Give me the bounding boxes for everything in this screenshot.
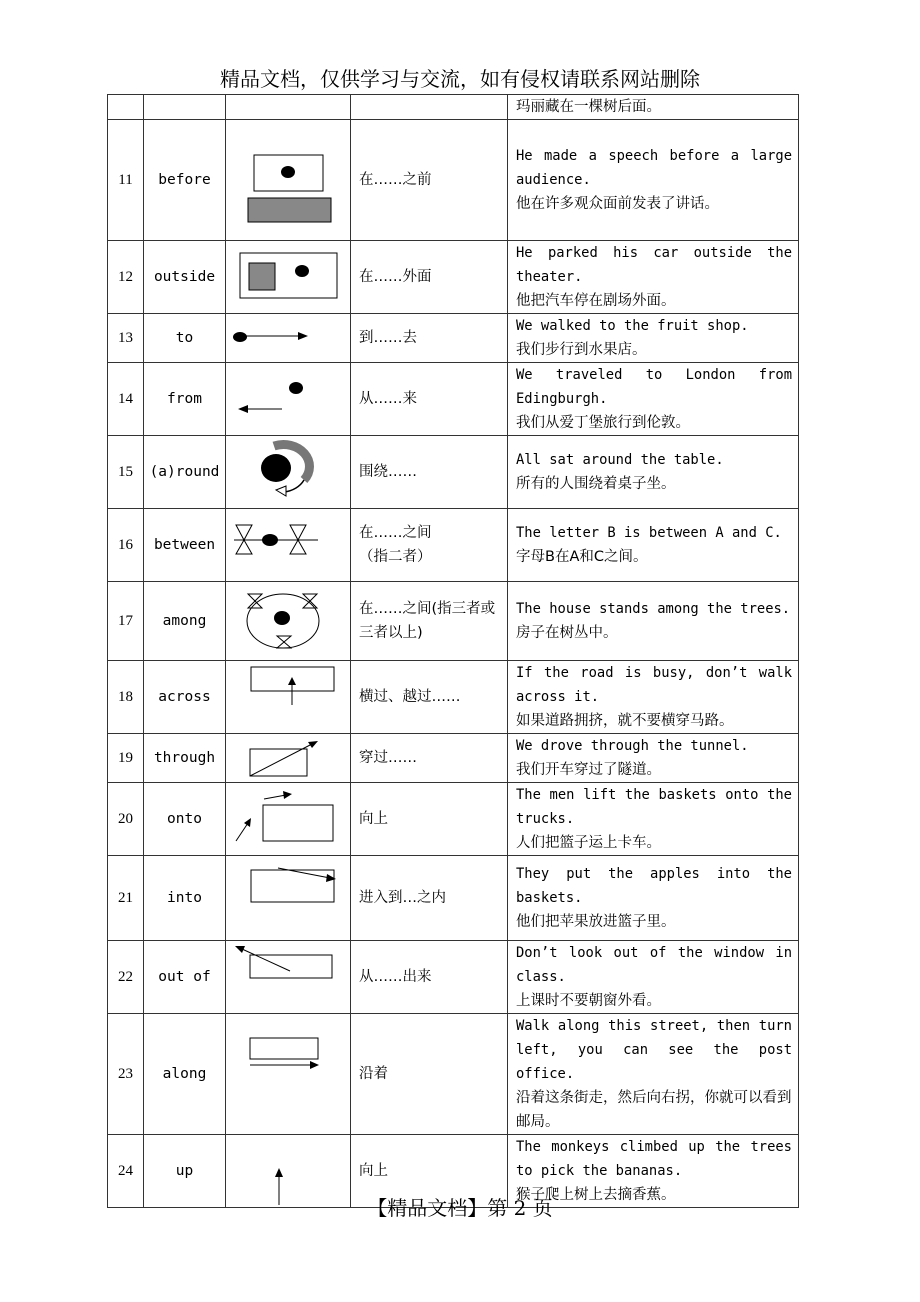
table-row <box>108 509 799 582</box>
from-arrow-icon <box>226 363 351 435</box>
table-row <box>108 95 799 120</box>
example-en: If the road is busy, don’t walk across it. <box>516 665 792 705</box>
example-en: All sat around the table. <box>516 452 724 468</box>
row-number: 13 <box>108 314 144 363</box>
meaning-zh: 在……之前 <box>351 120 508 241</box>
between-diagram-icon <box>226 509 351 581</box>
table-row <box>108 783 799 856</box>
example-en: The monkeys climbed up the trees to pick the bananas. <box>516 1139 792 1179</box>
row-number: 19 <box>108 734 144 783</box>
row-number: 20 <box>108 783 144 856</box>
meaning-zh: 从……出来 <box>351 941 508 1014</box>
table-row <box>108 582 799 661</box>
table-row <box>108 661 799 734</box>
example-zh: 我们从爱丁堡旅行到伦敦。 <box>516 415 690 431</box>
example-zh: 字母B在A和C之间。 <box>516 549 648 565</box>
table-row <box>108 436 799 509</box>
example-en: We drove through the tunnel. <box>516 738 749 754</box>
meaning-zh: 向上 <box>351 783 508 856</box>
preposition-word: out of <box>144 941 226 1014</box>
example-en: He made a speech before a large audience. <box>516 148 792 188</box>
table-row <box>108 120 799 241</box>
into-diagram-icon <box>226 856 351 940</box>
example-en: We traveled to London from Edingburgh. <box>516 367 792 407</box>
preposition-word: into <box>144 856 226 941</box>
preposition-word: between <box>144 509 226 582</box>
preposition-word: among <box>144 582 226 661</box>
example-zh: 我们步行到水果店。 <box>516 342 647 358</box>
table-row <box>108 314 799 363</box>
preposition-table <box>107 94 799 1208</box>
meaning-zh: 横过、越过…… <box>351 661 508 734</box>
meaning-zh: 向上 <box>351 1135 508 1208</box>
table-row <box>108 1014 799 1135</box>
table-row <box>108 734 799 783</box>
example-zh: 他在许多观众面前发表了讲话。 <box>516 196 719 212</box>
row-number: 15 <box>108 436 144 509</box>
example-en: The men lift the baskets onto the trucks. <box>516 787 792 827</box>
through-diagram-icon <box>226 734 351 782</box>
example-zh: 所有的人围绕着桌子坐。 <box>516 476 676 492</box>
preposition-word: up <box>144 1135 226 1208</box>
preposition-word: (a)round <box>144 436 226 509</box>
preposition-word: onto <box>144 783 226 856</box>
preposition-word: across <box>144 661 226 734</box>
outside-diagram-icon <box>226 241 351 313</box>
meaning-zh: 沿着 <box>351 1014 508 1135</box>
row-number: 23 <box>108 1014 144 1135</box>
example-zh: 玛丽藏在一棵树后面。 <box>516 99 661 115</box>
row-number: 14 <box>108 363 144 436</box>
row-number: 22 <box>108 941 144 1014</box>
onto-diagram-icon <box>226 783 351 855</box>
across-diagram-icon <box>226 661 351 733</box>
meaning-zh: 从……来 <box>351 363 508 436</box>
meaning-zh: 在……外面 <box>351 241 508 314</box>
row-number: 12 <box>108 241 144 314</box>
meaning-zh: 到……去 <box>351 314 508 363</box>
example-en: Don’t look out of the window in class. <box>516 945 792 985</box>
meaning-zh: 围绕…… <box>351 436 508 509</box>
along-diagram-icon <box>226 1026 351 1122</box>
preposition-word: through <box>144 734 226 783</box>
row-number: 24 <box>108 1135 144 1208</box>
row-number: 11 <box>108 120 144 241</box>
table-row <box>108 363 799 436</box>
example-en: They put the apples into the baskets. <box>516 866 792 906</box>
preposition-word: from <box>144 363 226 436</box>
page-footer: 【精品文档】第 2 页 <box>367 1196 553 1220</box>
preposition-word: along <box>144 1014 226 1135</box>
preposition-word: before <box>144 120 226 241</box>
page-header-watermark: 精品文档，仅供学习与交流，如有侵权请联系网站删除 <box>220 67 700 91</box>
example-en: He parked his car outside the theater. <box>516 245 792 285</box>
meaning-zh: 在……之间(指三者或三者以上) <box>351 582 508 661</box>
example-en: The letter B is between A and C. <box>516 525 782 541</box>
example-zh: 他把汽车停在剧场外面。 <box>516 293 676 309</box>
row-number: 16 <box>108 509 144 582</box>
to-arrow-icon <box>226 315 351 362</box>
example-en: Walk along this street, then turn left, you can see the post office. <box>516 1018 792 1082</box>
around-circle-arrow-icon <box>226 436 351 508</box>
preposition-word: to <box>144 314 226 363</box>
example-zh: 如果道路拥挤，就不要横穿马路。 <box>516 713 734 729</box>
example-en: We walked to the fruit shop. <box>516 318 749 334</box>
example-zh: 沿着这条街走，然后向右拐，你就可以看到邮局。 <box>516 1090 792 1130</box>
example-zh: 我们开车穿过了隧道。 <box>516 762 661 778</box>
example-zh: 上课时不要朝窗外看。 <box>516 993 661 1009</box>
out-of-diagram-icon <box>226 941 351 1013</box>
table-row <box>108 856 799 941</box>
table-row <box>108 941 799 1014</box>
meaning-zh: 穿过…… <box>351 734 508 783</box>
among-diagram-icon <box>226 582 351 660</box>
row-number: 21 <box>108 856 144 941</box>
preposition-word: outside <box>144 241 226 314</box>
meaning-zh: 进入到…之内 <box>351 856 508 941</box>
before-diagram-icon <box>226 120 351 240</box>
row-number: 18 <box>108 661 144 734</box>
example-zh: 人们把篮子运上卡车。 <box>516 835 661 851</box>
table-row <box>108 241 799 314</box>
row-number: 17 <box>108 582 144 661</box>
example-zh: 猴子爬上树上去摘香蕉。 <box>516 1187 676 1203</box>
example-zh: 他们把苹果放进篮子里。 <box>516 914 676 930</box>
example-zh: 房子在树丛中。 <box>516 625 618 641</box>
example-en: The house stands among the trees. <box>516 601 791 617</box>
meaning-zh: 在……之间 （指二者） <box>351 509 508 582</box>
